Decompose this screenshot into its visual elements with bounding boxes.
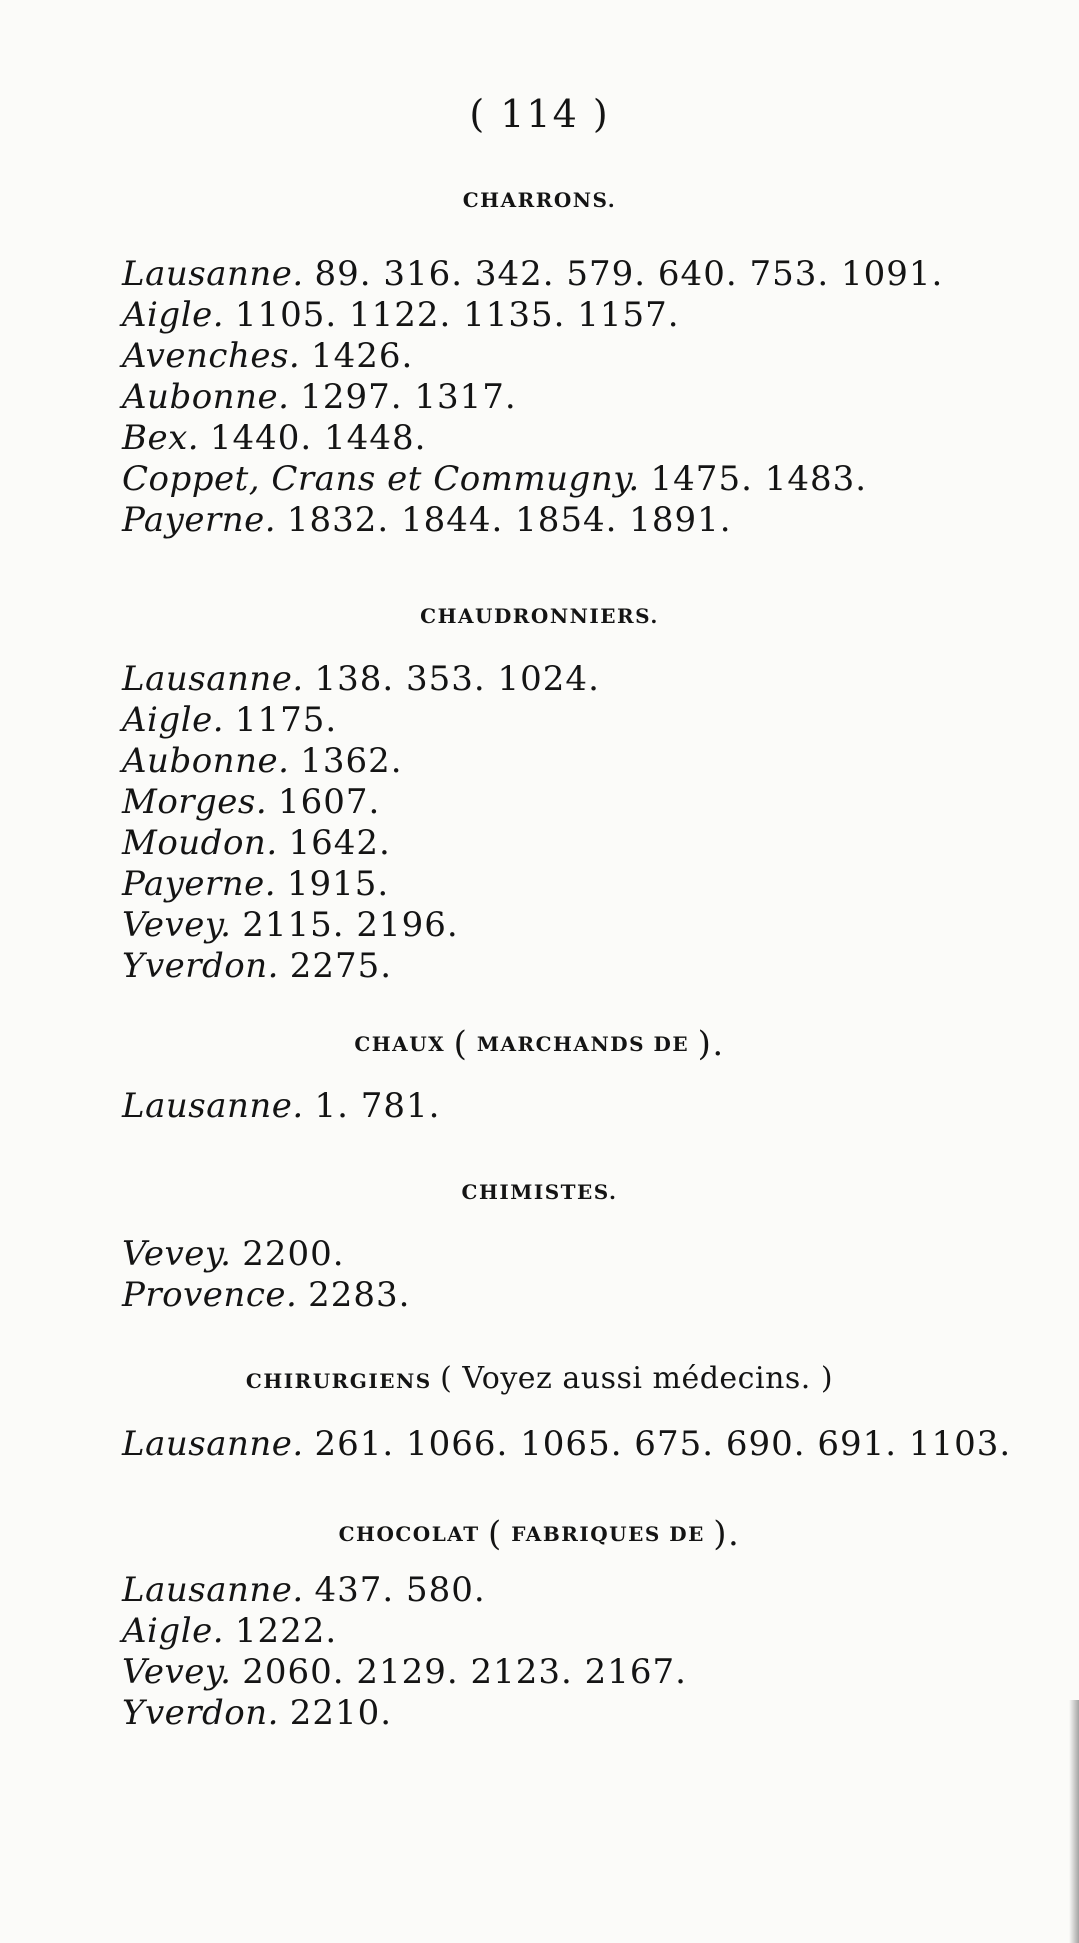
entry-numbers: 2115. 2196. xyxy=(242,905,459,945)
entry-numbers: 261. 1066. 1065. 675. 690. 691. 1103. xyxy=(314,1424,1012,1464)
heading-note: ( Voyez aussi médecins. ) xyxy=(440,1361,834,1396)
list-item xyxy=(122,254,943,295)
town-name: Payerne. xyxy=(122,500,277,540)
section-list-chocolat xyxy=(122,1570,687,1734)
entry-numbers: 1105. 1122. 1135. 1157. xyxy=(234,295,680,335)
town-name: Lausanne. xyxy=(122,659,304,699)
town-name: Coppet, Crans et Commugny. xyxy=(122,459,640,499)
page-number: ( 114 ) xyxy=(469,92,610,136)
list-item xyxy=(122,782,600,823)
heading-main: CHIRURGIENS xyxy=(245,1369,432,1393)
list-item xyxy=(122,1570,687,1611)
section-list-chimistes xyxy=(122,1234,410,1316)
list-item xyxy=(122,700,600,741)
section-list-chaux xyxy=(122,1086,440,1127)
town-name: Bex. xyxy=(122,418,200,458)
list-item xyxy=(122,500,943,541)
heading-main: CHAUX xyxy=(354,1032,446,1056)
heading-main: CHOCOLAT xyxy=(338,1522,480,1546)
list-item xyxy=(122,1611,687,1652)
section-heading-chocolat xyxy=(0,1514,1079,1554)
heading-sub: MARCHANDS DE xyxy=(476,1032,690,1056)
section-heading-chaudronniers: CHAUDRONNIERS. xyxy=(420,604,659,628)
town-name: Lausanne. xyxy=(122,254,304,294)
section-heading-chaux xyxy=(0,1024,1079,1064)
list-item xyxy=(122,336,943,377)
town-name: Avenches. xyxy=(122,336,301,376)
entry-numbers: 1297. 1317. xyxy=(300,377,517,417)
heading-open-paren: ( xyxy=(488,1514,503,1554)
entry-numbers: 1832. 1844. 1854. 1891. xyxy=(286,500,732,540)
entry-numbers: 2275. xyxy=(289,946,393,986)
entry-numbers: 1607. xyxy=(278,782,381,822)
list-item xyxy=(122,1693,687,1734)
section-list-charrons xyxy=(122,254,943,541)
section-heading-chirurgiens xyxy=(0,1361,1079,1396)
entry-numbers: 1362. xyxy=(300,741,403,781)
list-item xyxy=(122,1086,440,1127)
entry-numbers: 1475. 1483. xyxy=(650,459,868,499)
section-list-chirurgiens xyxy=(122,1424,1011,1465)
town-name: Lausanne. xyxy=(122,1570,304,1610)
town-name: Aigle. xyxy=(122,1611,224,1651)
list-item xyxy=(122,1234,410,1275)
list-item xyxy=(122,1424,1011,1465)
town-name: Aigle. xyxy=(122,295,224,335)
town-name: Aigle. xyxy=(122,700,224,740)
entry-numbers: 89. 316. 342. 579. 640. 753. 1091. xyxy=(314,254,944,294)
entry-numbers: 1222. xyxy=(234,1611,338,1651)
entry-numbers: 2200. xyxy=(242,1234,345,1274)
list-item xyxy=(122,823,600,864)
entry-numbers: 1440. 1448. xyxy=(209,418,427,458)
section-heading-charrons: CHARRONS. xyxy=(462,188,617,212)
list-item xyxy=(122,864,600,905)
town-name: Moudon. xyxy=(122,823,278,863)
entry-numbers: 2283. xyxy=(308,1275,411,1315)
town-name: Vevey. xyxy=(122,1652,232,1692)
town-name: Aubonne. xyxy=(122,741,290,781)
town-name: Vevey. xyxy=(122,905,232,945)
heading-sub: FABRIQUES DE xyxy=(511,1522,705,1546)
town-name: Yverdon. xyxy=(122,1693,279,1733)
town-name: Vevey. xyxy=(122,1234,232,1274)
town-name: Yverdon. xyxy=(122,946,279,986)
entry-numbers: 1915. xyxy=(286,864,390,904)
entry-numbers: 2210. xyxy=(289,1693,393,1733)
page-edge-shadow xyxy=(1069,1700,1079,1943)
list-item xyxy=(122,659,600,700)
list-item xyxy=(122,1652,687,1693)
entry-numbers: 1426. xyxy=(311,336,414,376)
list-item xyxy=(122,1275,410,1316)
entry-numbers: 1175. xyxy=(234,700,338,740)
entry-numbers: 1. 781. xyxy=(314,1086,441,1126)
entry-numbers: 138. 353. 1024. xyxy=(314,659,600,699)
list-item xyxy=(122,905,600,946)
section-list-chaudronniers xyxy=(122,659,600,987)
heading-close-paren: ). xyxy=(697,1024,725,1064)
list-item xyxy=(122,459,943,500)
town-name: Lausanne. xyxy=(122,1424,304,1464)
list-item xyxy=(122,741,600,782)
list-item xyxy=(122,377,943,418)
entry-numbers: 1642. xyxy=(288,823,391,863)
section-heading-chimistes: CHIMISTES. xyxy=(461,1180,618,1204)
list-item xyxy=(122,295,943,336)
town-name: Payerne. xyxy=(122,864,277,904)
list-item xyxy=(122,946,600,987)
town-name: Provence. xyxy=(122,1275,298,1315)
town-name: Lausanne. xyxy=(122,1086,304,1126)
heading-open-paren: ( xyxy=(453,1024,469,1064)
heading-close-paren: ). xyxy=(713,1514,741,1554)
entry-numbers: 437. 580. xyxy=(314,1570,486,1610)
town-name: Aubonne. xyxy=(122,377,290,417)
town-name: Morges. xyxy=(122,782,268,822)
list-item xyxy=(122,418,943,459)
entry-numbers: 2060. 2129. 2123. 2167. xyxy=(242,1652,687,1692)
